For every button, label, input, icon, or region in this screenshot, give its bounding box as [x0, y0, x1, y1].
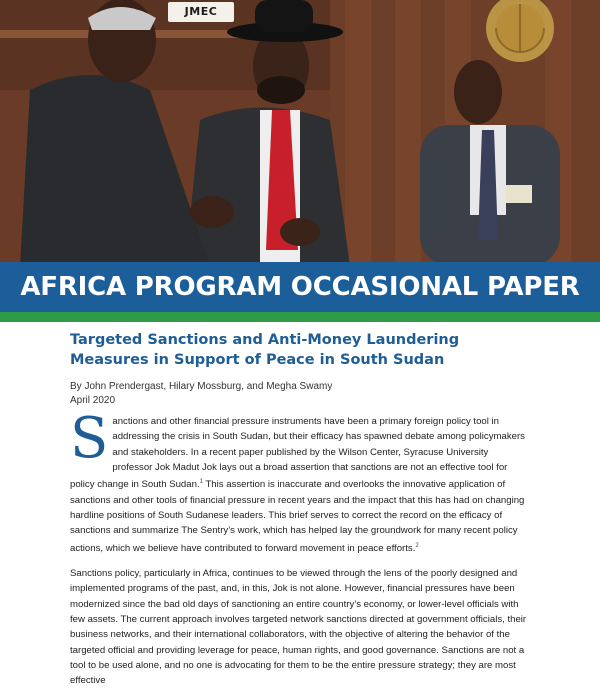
byline: By John Prendergast, Hilary Mossburg, and Megha Swamy — [70, 381, 333, 392]
article-body — [70, 330, 530, 688]
paragraph-1-part-b: This assertion is inaccurate and overlooks the innovative application of sanctions and other tools of financial pressure in recent years and the impact that this has had on changing hardline positions of South Sudanese leaders. This brief serves to correct the record on the efficacy of sanctions and summarize The Sentry’s work, which has helped lay the groundwork for many recent policy actions, which we believe have contributed to forward movement in peace efforts. — [70, 479, 525, 554]
publication-date: April 2020 — [70, 395, 116, 406]
paragraph-1 — [70, 406, 530, 556]
jmec-nameplate: JMEC — [168, 2, 234, 22]
footnote-ref-1[interactable]: 1 — [199, 479, 203, 486]
cover-photo — [0, 0, 600, 266]
footnote-ref-2[interactable]: 2 — [415, 542, 419, 549]
photo-illustration — [0, 0, 600, 266]
paragraph-2: Sanctions policy, particularly in Africa, continues to be viewed through the lens of the poorly designed and implemented programs of the past, and, in this, Jok is not alone. However, financial pressures have been modernized since the bad old days of sanctioning an entire country’s economy, or lower-level officials with few assets. The current approach involves targeted network sanctions directed at government officials, their business networks, and their international collaborators, with the objective of altering the behavior of the targeted official and providing leverage for peace, human rights, and good governance. Sanctions are not a tool to be used alone, and no one is advocating for them to be the entire pressure strategy; they are most effective — [70, 568, 527, 687]
green-rule — [0, 312, 600, 322]
paper-title: Targeted Sanctions and Anti-Money Laundering Measures in Support of Peace in South Sudan — [70, 332, 460, 368]
paragraph-1-part-a: anctions and other financial pressure instruments have been a primary foreign policy tool in addressing the crisis in South Sudan, but their efficacy has spawned debate among policymakers and stakeholders. In a recent paper published by the Wilson Center, Syracuse University professor Jok Madut Jok lays out a broad assertion that sanctions are not an effective tool for policy change in South Sudan. — [70, 416, 525, 491]
program-banner: AFRICA PROGRAM OCCASIONAL PAPER — [0, 262, 600, 312]
drop-cap: S — [70, 406, 109, 471]
